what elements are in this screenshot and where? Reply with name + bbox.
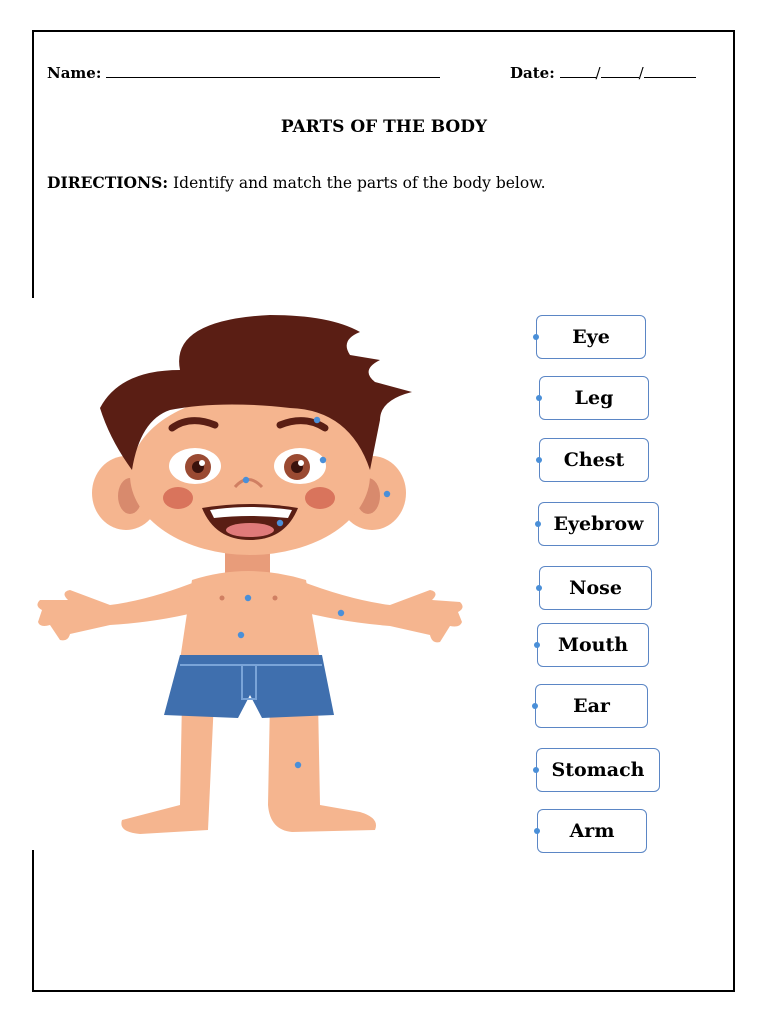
name-line[interactable] [106,63,440,78]
word-label: Arm [569,820,615,842]
torso [180,571,320,660]
match-dot[interactable] [536,585,542,591]
word-box-chest[interactable] [539,438,649,482]
page-title: PARTS OF THE BODY [280,117,488,137]
match-dot[interactable] [532,703,538,709]
right-arm [295,580,463,642]
match-dot[interactable] [536,457,542,463]
name-label: Name: [47,64,102,82]
directions [47,173,546,192]
left-leg [121,700,214,834]
match-dot[interactable] [533,767,539,773]
word-label: Eyebrow [553,513,644,535]
word-box-mouth[interactable] [537,623,649,667]
word-label: Nose [569,577,622,599]
directions-text: Identify and match the parts of the body below. [168,174,546,192]
date-label: Date: [510,64,555,82]
word-box-eye[interactable] [536,315,646,359]
word-label: Mouth [557,634,629,656]
left-arm [37,580,205,640]
word-box-leg[interactable] [539,376,649,420]
cartoon-boy-illustration [30,300,470,850]
word-box-arm[interactable] [537,809,647,853]
word-label: Leg [574,387,614,409]
word-label: Ear [573,695,610,717]
match-dot[interactable] [534,828,540,834]
date-day-line[interactable] [601,63,639,78]
date-field[interactable] [510,63,696,82]
match-dot[interactable] [533,334,539,340]
word-label: Eye [572,326,610,348]
word-label: Stomach [551,759,645,781]
word-box-eyebrow[interactable] [538,502,659,546]
date-separator: / [595,64,601,82]
date-year-line[interactable] [644,63,696,78]
name-field[interactable] [47,63,440,82]
right-leg [268,700,376,832]
word-box-nose[interactable] [539,566,652,610]
word-box-stomach[interactable] [536,748,660,792]
match-dot[interactable] [535,521,541,527]
word-box-ear[interactable] [535,684,648,728]
word-label: Chest [563,449,625,471]
date-month-line[interactable] [560,63,596,78]
date-separator: / [638,64,644,82]
match-dot[interactable] [534,642,540,648]
directions-label: DIRECTIONS: [47,173,169,192]
match-dot[interactable] [536,395,542,401]
